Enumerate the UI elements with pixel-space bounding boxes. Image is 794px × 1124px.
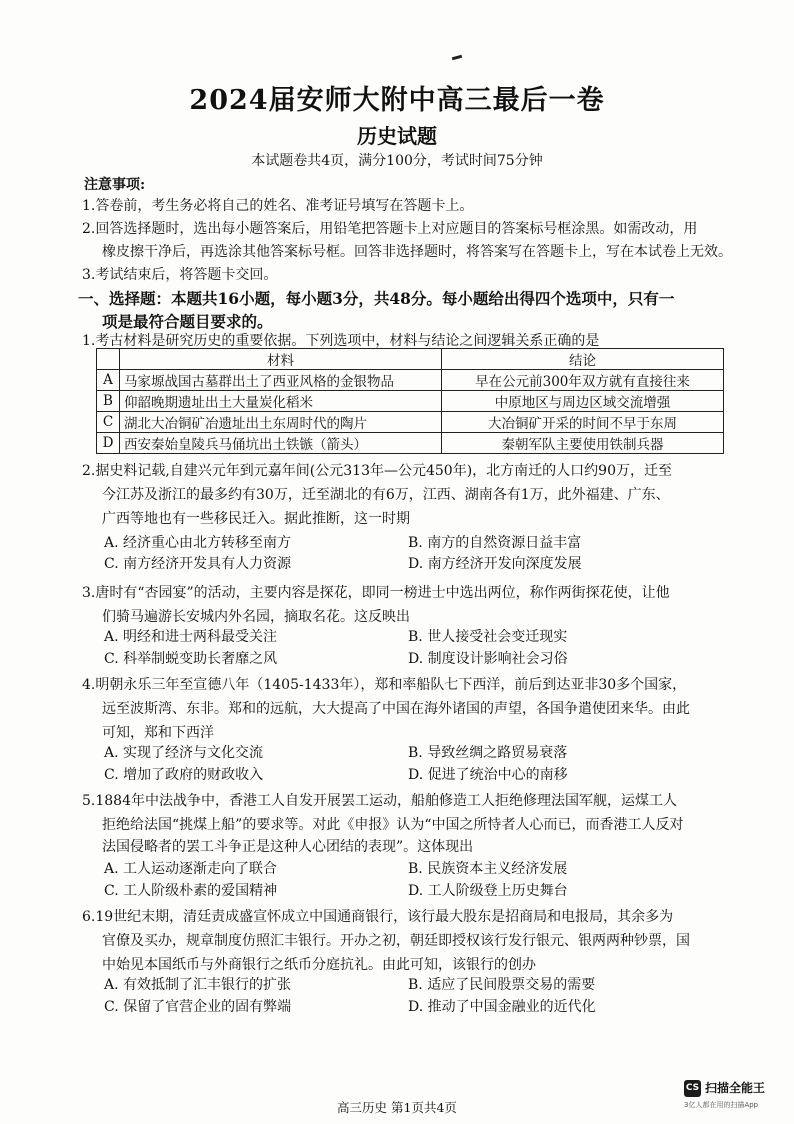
q6-option-b: B. 适应了民间股票交易的需要 (408, 977, 596, 993)
q2-option-b: B. 南方的自然资源日益丰富 (408, 535, 582, 551)
material-cell: 仰韶晚期遗址出土大量炭化稻米 (120, 391, 442, 412)
option-letter: D (97, 433, 120, 454)
q5-option-a: A. 工人运动逐渐走向了联合 (104, 861, 278, 877)
q2-stem-line-2: 今江苏及浙江的最多约有30万，迁至湖北的有6万，江西、湖南各有1万，此外福建、广东、 (102, 487, 670, 503)
option-letter: A (97, 370, 120, 391)
q3-option-a: A. 明经和进士两科最受关注 (104, 629, 278, 645)
q3-option-c: C. 科举制蜕变助长奢靡之风 (104, 651, 278, 667)
q3-option-d: D. 制度设计影响社会习俗 (408, 651, 568, 667)
q1-table-corner (97, 349, 120, 370)
subject-title: 历史试题 (357, 124, 437, 148)
q6-option-c: C. 保留了官营企业的固有弊端 (104, 999, 292, 1015)
q2-stem-line-3: 广西等地也有一些移民迁入。据此推断，这一时期 (102, 511, 410, 527)
q3-stem-line-1: 3.唐时有“杏园宴”的活动，主要内容是探花，即同一榜进士中选出两位，称作两街探花使，让他 (82, 585, 670, 601)
q4-option-d: D. 促进了统治中心的南移 (408, 767, 568, 783)
q4-option-c: C. 增加了政府的财政收入 (104, 767, 264, 783)
notice-item-3: 3.考试结束后，将答题卡交回。 (82, 267, 278, 283)
q5-option-b: B. 民族资本主义经济发展 (408, 861, 568, 877)
notice-heading: 注意事项: (84, 177, 146, 193)
q1-table (96, 348, 724, 454)
q4-stem-line-2: 远至波斯湾、东非。郑和的远航，大大提高了中国在海外诸国的声望，各国争遣使团来华。由此 (102, 701, 690, 717)
q5-stem-line-1: 5.1884年中法战争中，香港工人自发开展罢工运动，船舶修造工人拒绝修理法国军舰，运煤工人 (82, 793, 677, 809)
scanner-logo (684, 1080, 784, 1116)
notice-item-2-line-1: 2.回答选择题时，选出每小题答案后，用铅笔把答题卡上对应题目的答案标号框涂黑。如需改动，用 (82, 221, 698, 237)
q3-stem-line-2: 们骑马遍游长安城内外名园，摘取名花。这反映出 (102, 609, 410, 625)
q6-stem-line-2: 官僚及买办，规章制度仿照汇丰银行。开办之初，朝廷即授权该行发行银元、银两两种钞票，国 (102, 933, 690, 949)
exam-info: 本试题卷共4页，满分100分，考试时间75分钟 (251, 153, 543, 169)
material-cell: 湖北大冶铜矿冶遗址出土东周时代的陶片 (120, 412, 442, 433)
q6-option-d: D. 推动了中国金融业的近代化 (408, 999, 596, 1015)
q4-stem-line-3: 可知，郑和下西洋 (102, 725, 214, 741)
q2-option-a: A. 经济重心由北方转移至南方 (104, 535, 292, 551)
conclusion-cell: 秦朝军队主要使用铁制兵器 (442, 433, 724, 454)
q6-stem-line-1: 6.19世纪末期，清廷责成盛宣怀成立中国通商银行，该行最大股东是招商局和电报局，其余多为 (82, 909, 674, 925)
notice-item-1: 1.答卷前，考生务必将自己的姓名、准考证号填写在答题卡上。 (82, 198, 474, 214)
table-row (97, 391, 724, 412)
section-1-heading-line-1: 一、选择题：本题共16小题，每小题3分，共48分。每小题给出得四个选项中，只有一 (78, 289, 675, 308)
q4-stem-line-1: 4.明朝永乐三年至宣德八年（1405-1433年），郑和率船队七下西洋，前后到达亚非30多个国家， (82, 677, 687, 693)
q4-option-a: A. 实现了经济与文化交流 (104, 745, 264, 761)
conclusion-cell: 大冶铜矿开采的时间不早于东周 (442, 412, 724, 433)
q1-stem: 1.考古材料是研究历史的重要依据。下列选项中，材料与结论之间逻辑关系正确的是 (82, 333, 600, 349)
q2-option-c: C. 南方经济开发具有人力资源 (104, 556, 292, 572)
q2-option-d: D. 南方经济开发向深度发展 (408, 556, 582, 572)
scanner-app-name: 扫描全能王 (705, 1081, 766, 1095)
conclusion-cell: 早在公元前300年双方就有直接往来 (442, 370, 724, 391)
q1-header-material: 材料 (120, 349, 442, 370)
q1-table-header (97, 349, 724, 370)
section-1-heading-line-2: 项是最符合题目要求的。 (102, 312, 273, 331)
q4-option-b: B. 导致丝绸之路贸易衰落 (408, 745, 568, 761)
q1-header-conclusion: 结论 (442, 349, 724, 370)
notice-item-2-line-2: 橡皮擦干净后，再选涂其他答案标号框。回答非选择题时，将答案写在答题卡上，写在本试卷上无效。 (102, 244, 732, 260)
q6-option-a: A. 有效抵制了汇丰银行的扩张 (104, 977, 292, 993)
page-footer: 高三历史 第1页共4页 (337, 1100, 457, 1115)
option-letter: B (97, 391, 120, 412)
q5-option-c: C. 工人阶级朴素的爱国精神 (104, 883, 278, 899)
conclusion-cell: 中原地区与周边区域交流增强 (442, 391, 724, 412)
cs-logo-icon: CS (684, 1080, 701, 1097)
table-row (97, 412, 724, 433)
material-cell: 西安秦始皇陵兵马俑坑出土铁镞（箭头） (120, 433, 442, 454)
q5-option-d: D. 工人阶级登上历史舞台 (408, 883, 568, 899)
table-row (97, 370, 724, 391)
exam-title: 2024届安师大附中高三最后一卷 (189, 85, 605, 116)
material-cell: 马家塬战国古墓群出土了西亚风格的金银物品 (120, 370, 442, 391)
q3-option-b: B. 世人接受社会变迁现实 (408, 629, 568, 645)
q5-stem-line-3: 法国侵略者的罢工斗争正是这种人心团结的表现”。这体现出 (102, 839, 474, 855)
table-row (97, 433, 724, 454)
q5-stem-line-2: 拒绝给法国“挑煤上船”的要求等。对此《申报》认为“中国之所恃者人心而已，而香港工人反对 (102, 817, 684, 833)
option-letter: C (97, 412, 120, 433)
q2-stem-line-1: 2.据史料记载,自建兴元年到元嘉年间(公元313年—公元450年)，北方南迁的人口约90万，迁至 (82, 463, 672, 479)
scan-mark (452, 55, 462, 60)
q6-stem-line-3: 中始见本国纸币与外商银行之纸币分庭抗礼。由此可知，该银行的创办 (102, 957, 536, 973)
scanner-tagline: 3亿人都在用的扫描App (684, 1101, 759, 1109)
